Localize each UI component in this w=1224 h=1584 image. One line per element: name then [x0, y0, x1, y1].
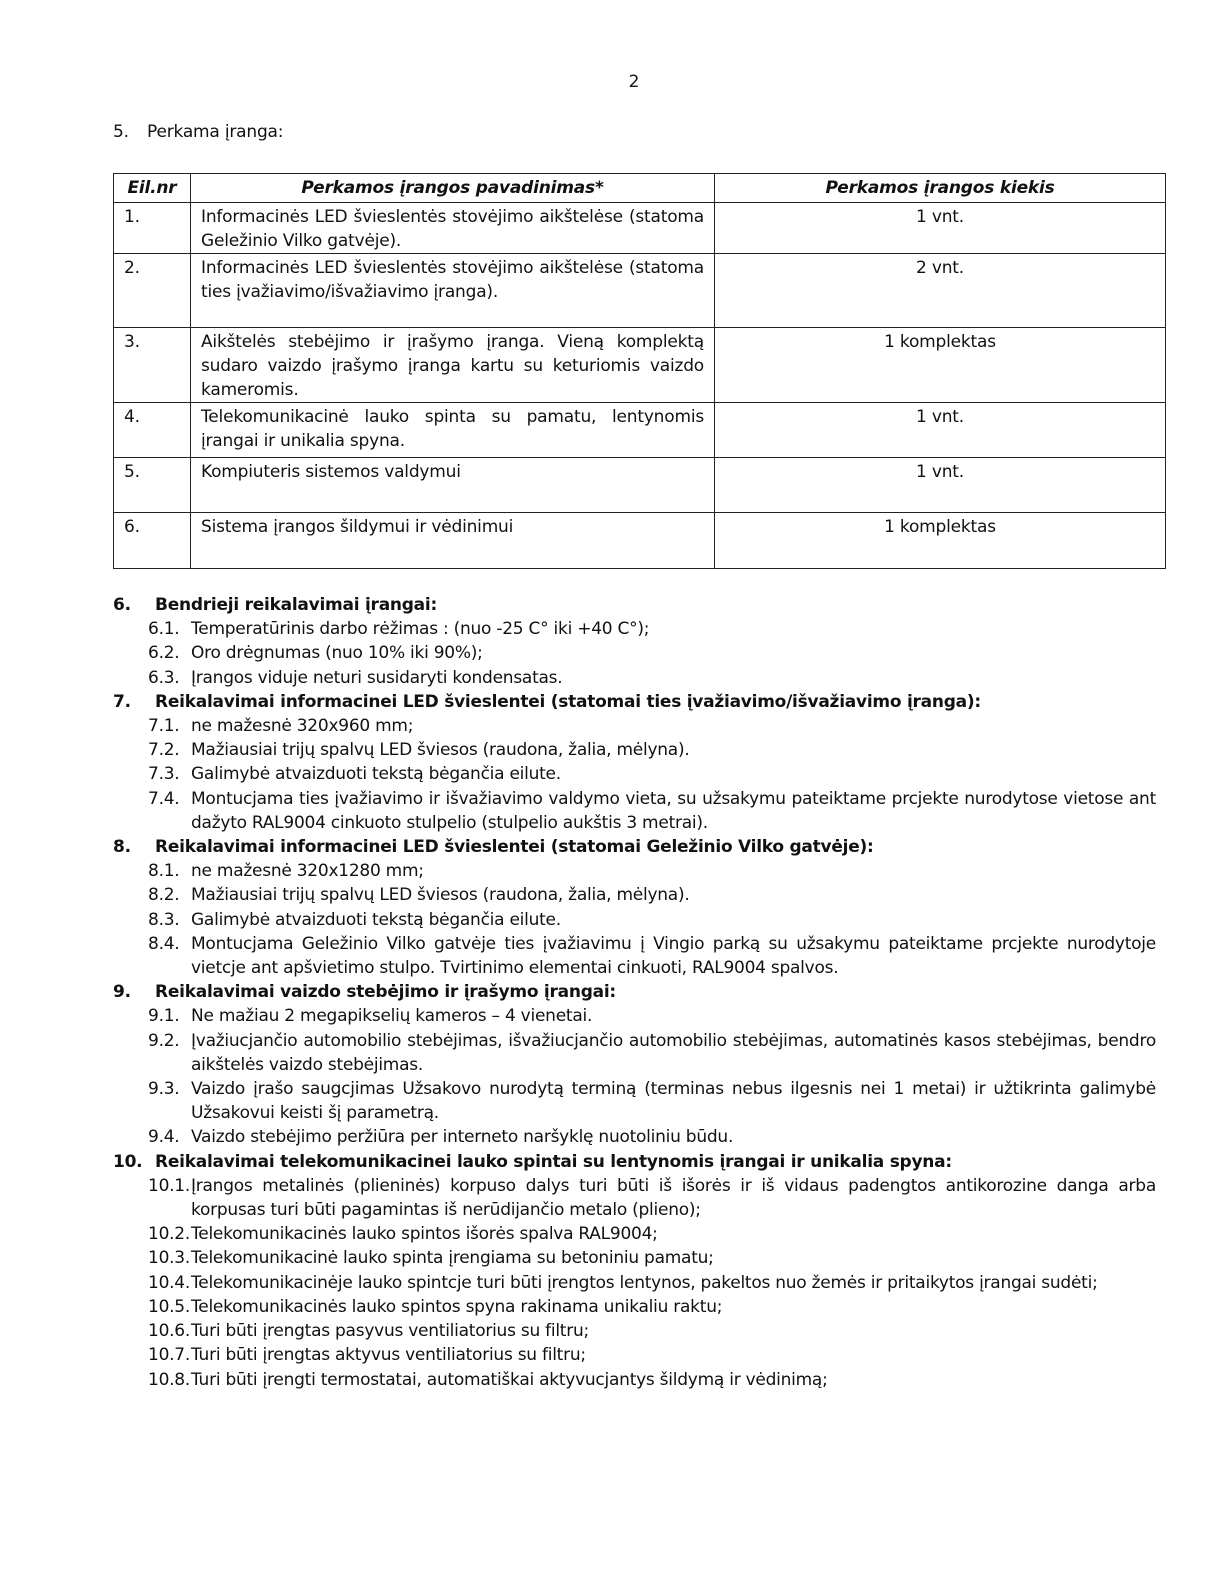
row-name: Informacinės LED švieslentės stovėjimo aikštelėse (statoma ties įvažiavimo/išvažiavimo įranga).	[191, 254, 715, 328]
row-qty: 1 vnt.	[715, 403, 1166, 458]
list-item	[113, 787, 1156, 835]
row-name: Aikštelės stebėjimo ir įrašymo įranga. Vieną komplektą sudaro vaizdo įrašymo įranga kartu su keturiomis vaizdo kameromis.	[191, 328, 715, 403]
item-number: 9.3.	[148, 1079, 180, 1100]
item-number: 7.2.	[148, 740, 180, 761]
list-item	[113, 738, 1156, 762]
list-item	[113, 1271, 1156, 1295]
item-number: 10.7.	[148, 1345, 191, 1366]
item-text: Įrangos viduje neturi susidaryti kondensatas.	[191, 667, 563, 688]
section-number: 5.	[113, 122, 129, 142]
header-nr: Eil.nr	[114, 174, 191, 203]
item-number: 10.3.	[148, 1248, 191, 1269]
item-text: Temperatūrinis darbo rėžimas : (nuo -25 C° iki +40 C°);	[191, 619, 650, 640]
item-text: Turi būti įrengtas pasyvus ventiliatorius su filtru;	[191, 1321, 589, 1342]
item-text: Mažiausiai trijų spalvų LED šviesos (raudona, žalia, mėlyna).	[191, 885, 690, 906]
table-row	[114, 254, 1166, 328]
section-10-heading	[113, 1150, 1156, 1174]
section-title: Reikalavimai informacinei LED švieslentei (statomai ties įvažiavimo/išvažiavimo įranga):	[155, 691, 981, 712]
row-qty: 1 vnt.	[715, 203, 1166, 254]
item-text: Telekomunikacinės lauko spintos spyna rakinama unikaliu raktu;	[191, 1296, 723, 1317]
item-text: Mažiausiai trijų spalvų LED šviesos (raudona, žalia, mėlyna).	[191, 740, 690, 761]
row-nr: 4.	[114, 403, 191, 458]
header-name: Perkamos įrangos pavadinimas*	[191, 174, 715, 203]
list-item	[113, 1029, 1156, 1077]
row-nr: 1.	[114, 203, 191, 254]
row-nr: 5.	[114, 458, 191, 513]
list-item	[113, 908, 1156, 932]
list-item	[113, 883, 1156, 907]
section-number: 10.	[113, 1151, 143, 1172]
list-item	[113, 1319, 1156, 1343]
section-title: Bendrieji reikalavimai įrangai:	[155, 595, 438, 615]
item-text: Telekomunikacinėje lauko spintcje turi būti įrengtos lentynos, pakeltos nuo žemės ir pritaikytos įrangai sudėti;	[191, 1272, 1098, 1293]
item-number: 10.5.	[148, 1296, 191, 1317]
row-name: Sistema įrangos šildymui ir vėdinimui	[191, 513, 715, 569]
table-row	[114, 328, 1166, 403]
section-6-heading	[113, 593, 1156, 617]
item-text: Galimybė atvaizduoti tekstą bėgančia eilute.	[191, 909, 561, 930]
item-number: 10.4.	[148, 1272, 191, 1293]
item-text: Įrangos metalinės (plieninės) korpuso dalys turi būti iš išorės ir iš vidaus padengtos antikorozine danga arba korpusas turi būti pagamintas iš nerūdijančio metalo (plieno);	[191, 1175, 1156, 1221]
section-7-heading	[113, 690, 1156, 714]
item-text: Turi būti įrengtas aktyvus ventiliatorius su filtru;	[191, 1345, 586, 1366]
list-item	[113, 617, 1156, 641]
item-number: 6.2.	[148, 643, 180, 664]
item-number: 7.3.	[148, 764, 180, 785]
section-number: 7.	[113, 691, 131, 712]
section-5-heading	[113, 122, 283, 142]
row-nr: 2.	[114, 254, 191, 328]
item-number: 6.3.	[148, 667, 180, 688]
table-row	[114, 513, 1166, 569]
item-text: ne mažesnė 320x960 mm;	[191, 716, 414, 737]
item-number: 10.1.	[148, 1175, 191, 1196]
list-item	[113, 762, 1156, 786]
item-number: 10.2.	[148, 1224, 191, 1245]
row-qty: 1 komplektas	[715, 513, 1166, 569]
item-text: Įvažiucjančio automobilio stebėjimas, išvažiucjančio automobilio stebėjimas, automatinės kasos stebėjimas, bendro aikštelės vaizdo stebėjimas.	[191, 1030, 1156, 1075]
list-item	[113, 859, 1156, 883]
list-item	[113, 1246, 1156, 1270]
item-text: Vaizdo stebėjimo peržiūra per interneto naršyklę nuotoliniu būdu.	[191, 1127, 734, 1148]
item-number: 10.6.	[148, 1321, 191, 1342]
item-number: 9.2.	[148, 1030, 180, 1051]
section-number: 8.	[113, 837, 131, 858]
row-qty: 2 vnt.	[715, 254, 1166, 328]
section-8-heading	[113, 835, 1156, 859]
row-name: Telekomunikacinė lauko spinta su pamatu, lentynomis įrangai ir unikalia spyna.	[191, 403, 715, 458]
item-number: 9.1.	[148, 1006, 180, 1027]
header-qty: Perkamos įrangos kiekis	[715, 174, 1166, 203]
list-item	[113, 641, 1156, 665]
item-number: 7.4.	[148, 788, 180, 809]
list-item	[113, 1368, 1156, 1392]
row-name: Kompiuteris sistemos valdymui	[191, 458, 715, 513]
list-item	[113, 1004, 1156, 1028]
item-text: Telekomunikacinė lauko spinta įrengiama su betoniniu pamatu;	[191, 1248, 714, 1269]
section-number: 9.	[113, 982, 131, 1003]
section-title: Perkama įranga:	[147, 122, 284, 142]
list-item	[113, 1174, 1156, 1222]
list-item	[113, 1125, 1156, 1149]
item-number: 7.1.	[148, 716, 180, 737]
item-number: 8.4.	[148, 933, 180, 954]
item-number: 9.4.	[148, 1127, 180, 1148]
table-row	[114, 458, 1166, 513]
item-text: Ne mažiau 2 megapikselių kameros – 4 vienetai.	[191, 1006, 593, 1027]
list-item	[113, 1222, 1156, 1246]
list-item	[113, 1343, 1156, 1367]
list-item	[113, 1295, 1156, 1319]
row-nr: 3.	[114, 328, 191, 403]
requirements-sections	[113, 593, 1156, 1392]
section-9-heading	[113, 980, 1156, 1004]
row-name: Informacinės LED švieslentės stovėjimo aikštelėse (statoma Geležinio Vilko gatvėje).	[191, 203, 715, 254]
page-number: 2	[628, 72, 640, 92]
item-text: Telekomunikacinės lauko spintos išorės spalva RAL9004;	[191, 1224, 658, 1245]
table-row	[114, 203, 1166, 254]
item-number: 10.8.	[148, 1369, 191, 1390]
item-text: ne mažesnė 320x1280 mm;	[191, 861, 424, 882]
section-number: 6.	[113, 595, 131, 615]
item-number: 8.2.	[148, 885, 180, 906]
list-item	[113, 714, 1156, 738]
item-number: 8.1.	[148, 861, 180, 882]
item-text: Galimybė atvaizduoti tekstą bėgančia eilute.	[191, 764, 561, 785]
list-item	[113, 1077, 1156, 1125]
table-row	[114, 403, 1166, 458]
section-title: Reikalavimai vaizdo stebėjimo ir įrašymo įrangai:	[155, 982, 616, 1003]
item-text: Turi būti įrengti termostatai, automatiškai aktyvucjantys šildymą ir vėdinimą;	[191, 1369, 828, 1390]
equipment-table	[113, 173, 1166, 569]
table-header-row	[114, 174, 1166, 203]
row-qty: 1 komplektas	[715, 328, 1166, 403]
section-title: Reikalavimai telekomunikacinei lauko spintai su lentynomis įrangai ir unikalia spyna:	[155, 1151, 952, 1172]
item-text: Montucjama Geležinio Vilko gatvėje ties įvažiavimu į Vingio parką su užsakymu pateiktame prcjekte nurodytoje vietcje ant apšvietimo stulpo. Tvirtinimo elementai cinkuoti, RAL9004 spalvos.	[191, 933, 1156, 979]
item-number: 8.3.	[148, 909, 180, 930]
section-title: Reikalavimai informacinei LED švieslentei (statomai Geležinio Vilko gatvėje):	[155, 837, 874, 858]
list-item	[113, 666, 1156, 690]
row-qty: 1 vnt.	[715, 458, 1166, 513]
item-text: Vaizdo įrašo saugcjimas Užsakovo nurodytą terminą (terminas nebus ilgesnis nei 1 metai) ir užtikrinta galimybė Užsakovui keisti šį parametrą.	[191, 1079, 1156, 1124]
item-number: 6.1.	[148, 619, 180, 640]
item-text: Oro drėgnumas (nuo 10% iki 90%);	[191, 643, 483, 664]
row-nr: 6.	[114, 513, 191, 569]
list-item	[113, 932, 1156, 980]
item-text: Montucjama ties įvažiavimo ir išvažiavimo valdymo vieta, su užsakymu pateiktame prcjekte nurodytose vietose ant dažyto RAL9004 cinkuoto stulpelio (stulpelio aukštis 3 metrai).	[191, 788, 1156, 833]
